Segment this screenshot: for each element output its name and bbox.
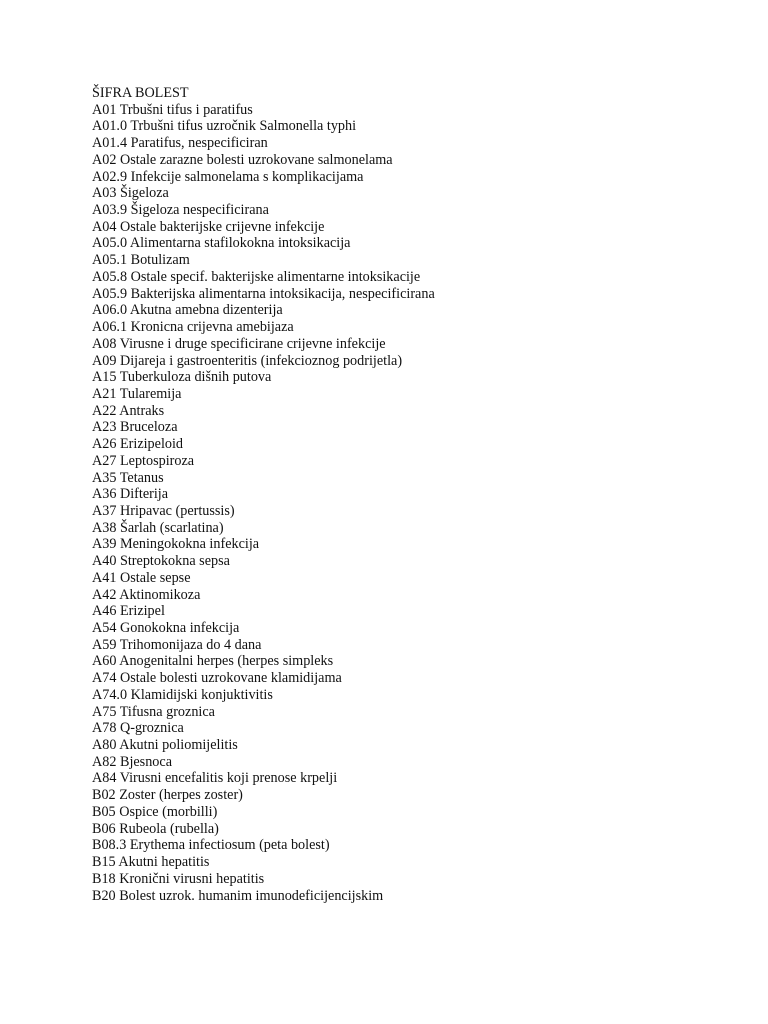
list-item: A36 Difterija <box>92 486 169 503</box>
list-item: A42 Aktinomikoza <box>92 586 201 603</box>
list-item: A59 Trihomonijaza do 4 dana <box>92 636 262 653</box>
list-item: A82 Bjesnoca <box>92 753 172 770</box>
list-item: A39 Meningokokna infekcija <box>92 536 260 553</box>
list-item: A75 Tifusna groznica <box>92 703 215 720</box>
list-item: A04 Ostale bakterijske crijevne infekcije <box>92 218 325 235</box>
list-item: A80 Akutni poliomijelitis <box>92 737 238 754</box>
list-item: A03.9 Šigeloza nespecificirana <box>92 202 269 219</box>
list-item: A84 Virusni encefalitis koji prenose krpelji <box>92 770 338 787</box>
list-item: A01 Trbušni tifus i paratifus <box>92 101 253 118</box>
list-item: A54 Gonokokna infekcija <box>92 620 240 636</box>
list-item: A74 Ostale bolesti uzrokovane klamidijama <box>92 670 342 687</box>
list-item: A05.1 Botulizam <box>92 252 190 269</box>
list-item: A06.1 Kronicna crijevna amebijaza <box>92 319 294 336</box>
list-item: A38 Šarlah (scarlatina) <box>92 519 224 536</box>
list-item: A05.0 Alimentarna stafilokokna intoksikacija <box>92 235 351 252</box>
list-item: A41 Ostale sepse <box>92 569 191 586</box>
list-item: A03 Šigeloza <box>92 185 169 202</box>
list-item: A37 Hripavac (pertussis) <box>92 502 235 519</box>
list-item: A01.0 Trbušni tifus uzročnik Salmonella typhi <box>92 118 357 135</box>
list-item: B08.3 Erythema infectiosum (peta bolest) <box>92 837 330 854</box>
list-item: A02.9 Infekcije salmonelama s komplikacijama <box>92 168 364 185</box>
list-item: A74.0 Klamidijski konjuktivitis <box>92 686 273 703</box>
list-item: B18 Kronični virusni hepatitis <box>92 870 265 887</box>
list-item: A60 Anogenitalni herpes (herpes simpleks <box>92 653 334 670</box>
list-item: A23 Bruceloza <box>92 419 178 436</box>
list-item: A22 Antraks <box>92 402 165 419</box>
list-item: A02 Ostale zarazne bolesti uzrokovane salmonelama <box>92 151 393 168</box>
list-item: A01.4 Paratifus, nespecificiran <box>92 135 268 152</box>
list-item: A09 Dijareja i gastroenteritis (infekcioznog podrijetla) <box>92 352 403 369</box>
list-item: A08 Virusne i druge specificirane crijevne infekcije <box>92 335 386 352</box>
list-item: A78 Q-groznica <box>92 720 184 737</box>
list-item: A15 Tuberkuloza dišnih putova <box>92 369 272 386</box>
list-item: A26 Erizipeloid <box>92 436 184 453</box>
disease-code-list <box>92 85 435 904</box>
list-item: B05 Ospice (morbilli) <box>92 803 218 820</box>
list-item: A05.8 Ostale specif. bakterijske alimentarne intoksikacije <box>92 268 421 285</box>
list-item: A46 Erizipel <box>92 603 165 620</box>
list-item: A06.0 Akutna amebna dizenterija <box>92 302 283 319</box>
list-heading: ŠIFRA BOLEST <box>92 85 189 101</box>
list-item: B15 Akutni hepatitis <box>92 854 210 871</box>
list-item: B06 Rubeola (rubella) <box>92 820 219 837</box>
list-item: B02 Zoster (herpes zoster) <box>92 787 243 804</box>
list-item: A05.9 Bakterijska alimentarna intoksikacija, nespecificirana <box>92 285 435 302</box>
list-item: A40 Streptokokna sepsa <box>92 553 230 570</box>
list-item: A35 Tetanus <box>92 469 164 486</box>
list-item: A21 Tularemija <box>92 385 182 402</box>
list-item: A27 Leptospiroza <box>92 452 195 469</box>
list-item: B20 Bolest uzrok. humanim imunodeficijencijskim <box>92 887 384 904</box>
